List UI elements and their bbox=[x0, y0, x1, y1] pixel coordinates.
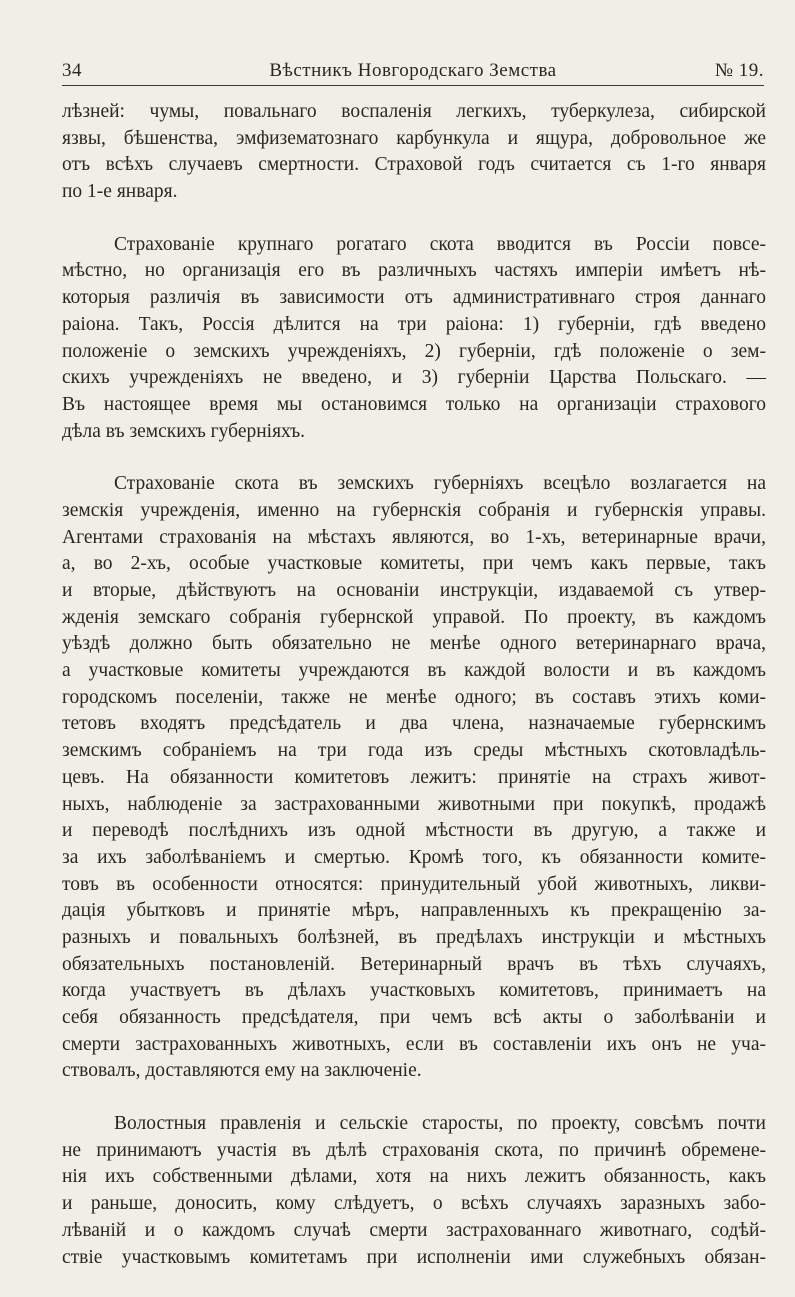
text-line: жденія земскаго собранія губернской управой. По проекту, въ каждомъ bbox=[62, 606, 766, 628]
text-line: городскомъ поселеніи, также не менѣе одного; въ составъ этихъ коми- bbox=[62, 686, 766, 708]
text-line: ныхъ, наблюденіе за застрахованными животными при покупкѣ, продажѣ bbox=[62, 793, 766, 815]
paragraph bbox=[62, 99, 766, 206]
text-line: и переводѣ послѣднихъ изъ одной мѣстности въ другую, а также и bbox=[62, 820, 766, 842]
text-line: себя обязанность предсѣдателя, при чемъ всѣ акты о заболѣваніи и bbox=[62, 1007, 766, 1028]
journal-title: Вѣстникъ Новгородскаго Земства bbox=[269, 60, 557, 81]
text-line: когда участвуетъ въ дѣлахъ участковыхъ комитетовъ, принимаетъ на bbox=[62, 980, 766, 1002]
text-line: а участковые комитеты учреждаются въ каждой волости и въ каждомъ bbox=[62, 660, 766, 682]
text-line: дація убытковъ и принятіе мѣръ, направленныхъ къ прекращенію за- bbox=[62, 900, 766, 922]
text-line: язвы, бѣшенства, эмфизематознаго карбункула и ящура, добровольное же bbox=[62, 127, 766, 149]
text-line: Страхованіе скота въ земскихъ губерніяхъ всецѣло возлагается на bbox=[114, 473, 766, 495]
page-number: 34 bbox=[62, 60, 82, 81]
text-line: разныхъ и повальныхъ болѣзней, въ предѣлахъ инструкціи и мѣстныхъ bbox=[62, 926, 766, 948]
text-line: земскія учрежденія, именно на губернскія собранія и губернскія управы. bbox=[62, 499, 766, 521]
text-line: нія ихъ собственными дѣлами, хотя на нихъ лежитъ обязанность, какъ bbox=[62, 1166, 766, 1188]
text-line: отъ всѣхъ случаевъ смертности. Страховой годъ считается съ 1-го января bbox=[62, 154, 766, 176]
text-line: дѣла въ земскихъ губерніяхъ. bbox=[62, 420, 306, 442]
running-header bbox=[62, 58, 764, 86]
text-line: и раньше, доносить, кому слѣдуетъ, о всѣхъ случаяхъ заразныхъ забо- bbox=[62, 1193, 766, 1215]
text-line: раіона. Такъ, Россія дѣлится на три раіона: 1) губерніи, гдѣ введено bbox=[62, 313, 766, 335]
text-line: цевъ. На обязанности комитетовъ лежитъ: принятіе на страхъ живот- bbox=[62, 766, 766, 788]
text-line: скихъ учрежденіяхъ не введено, и 3) губерніи Царства Польскаго. — bbox=[62, 367, 766, 389]
text-line: Страхованіе крупнаго рогатаго скота вводится въ Россіи повсе- bbox=[114, 233, 766, 255]
header-rule bbox=[62, 85, 764, 86]
paragraph bbox=[62, 1111, 766, 1271]
text-line: товъ въ особенности относятся: принудительный убой животныхъ, ликви- bbox=[62, 873, 766, 895]
text-line: уѣздѣ должно быть обязательно не менѣе одного ветеринарнаго врача, bbox=[62, 633, 766, 655]
text-line: ствовалъ, доставляются ему на заключеніе. bbox=[62, 1060, 422, 1082]
paragraph bbox=[62, 471, 766, 1085]
text-line: и вторые, дѣйствуютъ на основаніи инструкціи, издаваемой съ утвер- bbox=[62, 580, 766, 601]
text-line: Волостныя правленія и сельскіе старосты, по проекту, совсѣмъ почти bbox=[114, 1113, 766, 1135]
text-line: тетовъ входятъ предсѣдатель и два члена, назначаемые губернскимъ bbox=[62, 713, 766, 735]
text-line: Агентами страхованія на мѣстахъ являются, во 1-хъ, ветеринарные врачи, bbox=[62, 526, 766, 548]
text-line: обязательныхъ постановленій. Ветеринарный врачъ въ тѣхъ случаяхъ, bbox=[62, 953, 766, 975]
text-line: положеніе о земскихъ учрежденіяхъ, 2) губерніи, гдѣ положеніе о зем- bbox=[62, 340, 766, 362]
text-line: лѣваній и о каждомъ случаѣ смерти застрахованнаго животнаго, содѣй- bbox=[62, 1219, 766, 1241]
text-line: мѣстно, но организація его въ различныхъ частяхъ имперіи имѣетъ нѣ- bbox=[62, 260, 766, 282]
text-line: лѣзней: чумы, повальнаго воспаленія легкихъ, туберкулеза, сибирской bbox=[62, 101, 766, 122]
text-line: Въ настоящее время мы остановимся только на организаціи страхового bbox=[62, 393, 766, 415]
text-line: за ихъ заболѣваніемъ и смертью. Кромѣ того, къ обязанности комите- bbox=[62, 846, 766, 868]
paragraph bbox=[62, 232, 766, 446]
text-line: а, во 2-хъ, особые участковые комитеты, при чемъ какъ первые, такъ bbox=[62, 553, 766, 575]
text-line: ствіе участковымъ комитетамъ при исполненіи ими служебныхъ обязан- bbox=[62, 1246, 766, 1268]
text-line: по 1-е января. bbox=[62, 181, 178, 203]
text-line: земскимъ собраніемъ на три года изъ среды мѣстныхъ скотовладѣль- bbox=[62, 740, 766, 762]
text-line: смерти застрахованныхъ животныхъ, если въ составленіи ихъ онъ не уча- bbox=[62, 1033, 766, 1055]
text-line: которыя различія въ зависимости отъ административнаго строя даннаго bbox=[62, 287, 766, 309]
text-line: не принимаютъ участія въ дѣлѣ страхованія скота, по причинѣ обремене- bbox=[62, 1139, 766, 1161]
article-body bbox=[62, 99, 766, 1297]
issue-number: № 19. bbox=[714, 60, 764, 81]
